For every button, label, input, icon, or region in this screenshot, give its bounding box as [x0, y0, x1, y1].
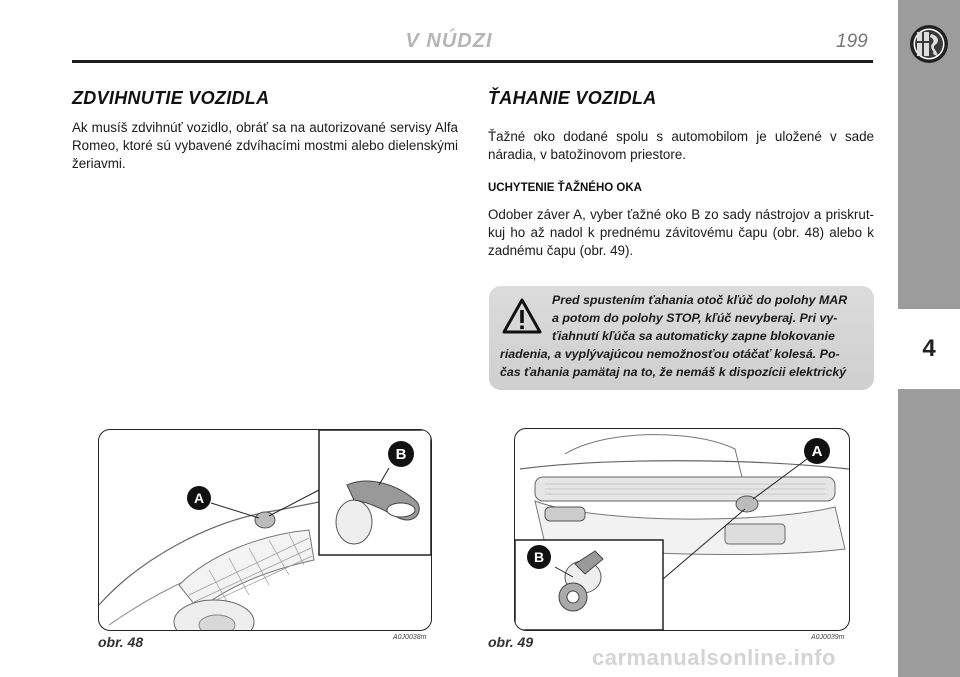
page-number: 199 — [836, 31, 868, 52]
tow-eye-paragraph: Odober záver A, vyber ťažné oko B zo sady nástrojov a priskrut-kuj ho až nadol k prednému závitovému čapu (obr. 48) alebo k zadnému čapu (obr. 49). — [488, 207, 874, 258]
warning-text — [500, 291, 864, 381]
lifting-paragraph: Ak musíš zdvihnúť vozidlo, obráť sa na autorizované servisy Alfa Romeo, ktoré sú vybavené zdvíhacími mostmi alebo dielenskými žeriavmi. — [72, 120, 458, 171]
label-a: A — [811, 443, 823, 460]
warning-line: čas ťahania pamätaj na to, že nemáš k dispozícii elektrický — [500, 365, 847, 379]
header-divider — [72, 60, 873, 63]
figure-48 — [98, 429, 432, 631]
figure-49-caption: obr. 49 — [488, 634, 534, 650]
warning-line: Pred spustením ťahania otoč kľúč do polohy MAR — [552, 293, 848, 307]
figure-48-caption: obr. 48 — [98, 634, 144, 650]
label-a: A — [193, 490, 205, 506]
heading-towing: ŤAHANIE VOZIDLA — [488, 88, 657, 108]
warning-line: ťiahnutí kľúča sa automaticky zapne blokovanie — [552, 329, 835, 343]
figure-49-code: A0J0039m — [811, 634, 845, 641]
warning-line: riadenia, a vyplývajúcou nemožnosťou otáčať kolesá. Po- — [500, 347, 840, 361]
section-title: V NÚDZI — [405, 30, 493, 52]
warning-line: a potom do polohy STOP, kľúč nevyberaj. Pri vy- — [552, 311, 838, 325]
subheading-tow-eye: UCHYTENIE ŤAŽNÉHO OKA — [488, 182, 642, 194]
figure-49 — [514, 428, 850, 631]
label-b: B — [533, 549, 545, 565]
chapter-tab[interactable]: 4 — [898, 309, 960, 389]
alfa-romeo-logo-icon — [909, 24, 949, 64]
watermark: carmanualsonline.info — [592, 645, 836, 670]
figure-49-illustration — [515, 429, 849, 630]
figure-48-illustration — [99, 430, 431, 630]
towing-intro: Ťažné oko dodané spolu s automobilom je uložené v sade náradia, v batožinovom priestore. — [488, 129, 874, 162]
label-b: B — [395, 446, 407, 463]
figure-48-code: A0J0038m — [393, 634, 427, 641]
heading-lifting: ZDVIHNUTIE VOZIDLA — [72, 88, 270, 108]
